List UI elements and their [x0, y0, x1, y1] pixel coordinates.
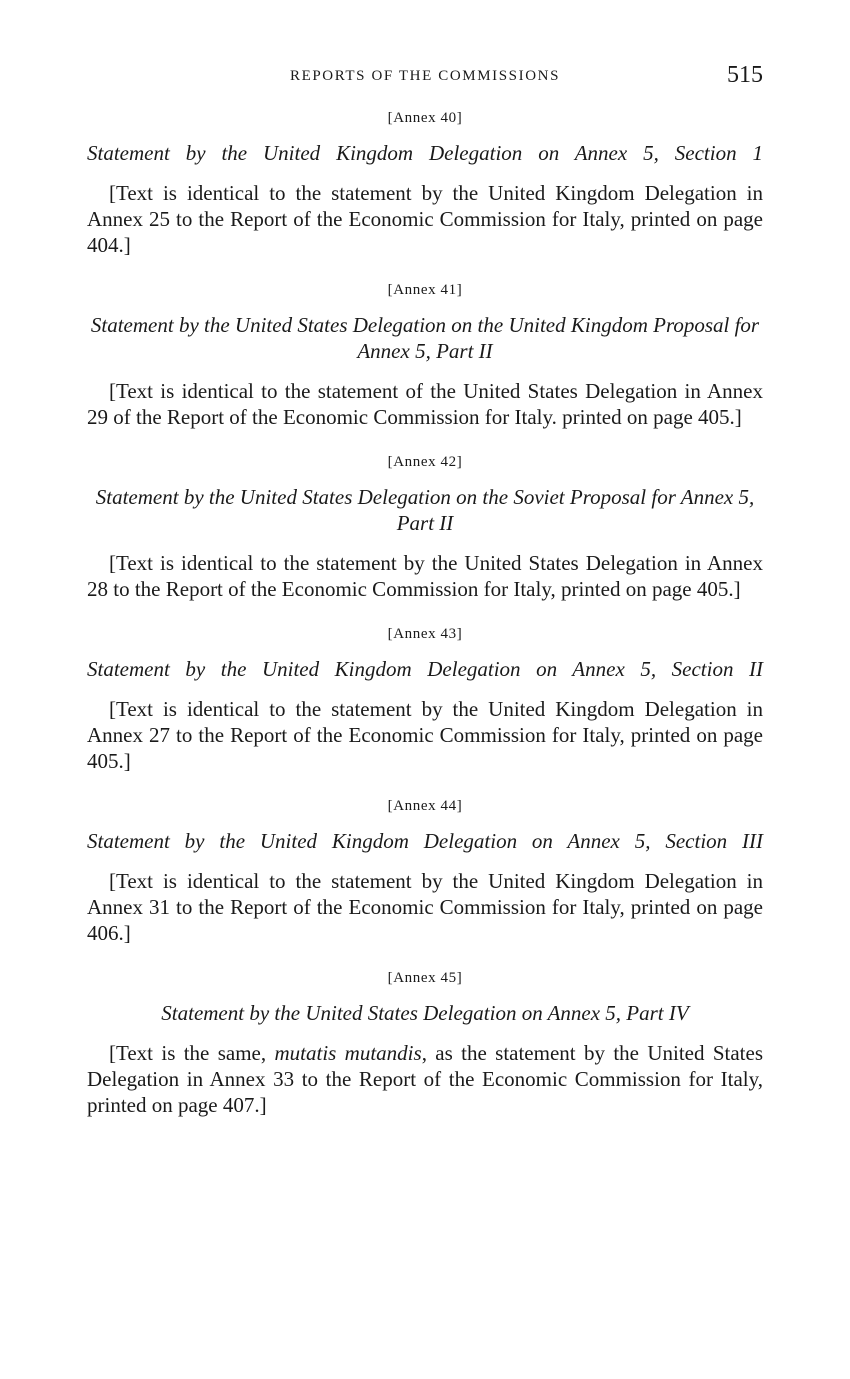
- annex-heading: Statement by the United States Delegation on Annex 5, Part IV: [161, 1001, 689, 1025]
- annex-41: [87, 280, 763, 430]
- annex-text-emphasis: mutatis mutandis: [274, 1041, 422, 1065]
- annex-heading: Statement by the United Kingdom Delegation on Annex 5, Section II: [87, 657, 763, 681]
- annex-list: [87, 108, 763, 1140]
- annex-heading: Statement by the United Kingdom Delegation on Annex 5, Section 1: [87, 141, 763, 165]
- annex-label: [Annex 40]: [387, 110, 463, 126]
- annex-44: [87, 796, 763, 946]
- annex-text: [Text is identical to the statement of the United States Delegation in Annex 29 of the Report of the Economic Commission for Italy. printed on page 405.]: [87, 379, 763, 429]
- annex-heading: Statement by the United Kingdom Delegation on Annex 5, Section III: [87, 829, 763, 853]
- annex-text-before: [Text is the same,: [109, 1041, 275, 1065]
- annex-label: [Annex 41]: [387, 282, 463, 298]
- annex-heading: Statement by the United States Delegation on the United Kingdom Proposal for Annex 5, Part II: [90, 313, 760, 363]
- annex-text: [87, 1040, 763, 1118]
- page-number: 515: [727, 62, 763, 88]
- annex-text: [Text is identical to the statement by the United Kingdom Delegation in Annex 27 to the Report of the Economic Commission for Italy, printed on page 405.]: [87, 697, 763, 773]
- annex-label: [Annex 45]: [387, 970, 463, 986]
- annex-heading: Statement by the United States Delegation on the Soviet Proposal for Annex 5, Part II: [95, 485, 755, 535]
- annex-40: [87, 108, 763, 258]
- annex-text: [Text is identical to the statement by the United States Delegation in Annex 28 to the Report of the Economic Commission for Italy, printed on page 405.]: [87, 551, 763, 601]
- annex-45: [87, 968, 763, 1118]
- annex-label: [Annex 42]: [387, 454, 463, 470]
- annex-text: [Text is identical to the statement by the United Kingdom Delegation in Annex 25 to the Report of the Economic Commission for Italy, printed on page 404.]: [87, 181, 763, 257]
- running-header: [87, 62, 763, 92]
- annex-text-after: , as the statement by the United States Delegation in Annex 33 to the Report of the Economic Commission for Italy, printed on page 407.]: [87, 1041, 763, 1117]
- running-title: REPORTS OF THE COMMISSIONS: [289, 68, 561, 84]
- annex-label: [Annex 43]: [387, 626, 463, 642]
- annex-43: [87, 624, 763, 774]
- annex-label: [Annex 44]: [387, 798, 463, 814]
- annex-42: [87, 452, 763, 602]
- annex-text: [Text is identical to the statement by the United Kingdom Delegation in Annex 31 to the Report of the Economic Commission for Italy, printed on page 406.]: [87, 869, 763, 945]
